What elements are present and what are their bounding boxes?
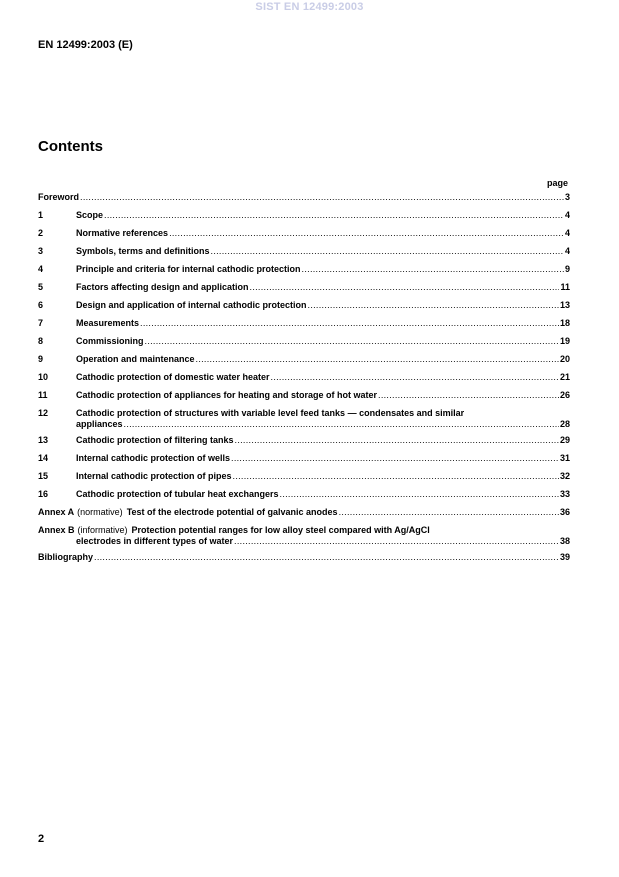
toc-number: 8 (38, 336, 44, 346)
dot-leader (378, 390, 559, 401)
toc-entry-clause-15[interactable] (38, 471, 570, 482)
toc-page: 31 (559, 453, 570, 463)
dot-leader (308, 300, 559, 311)
toc-entry-clause-1[interactable] (38, 210, 570, 221)
dot-leader (235, 435, 559, 446)
dot-leader (94, 552, 559, 563)
toc-title: Scope (76, 210, 104, 220)
dot-leader (302, 264, 564, 275)
toc-page: 38 (559, 536, 570, 546)
toc-page: 20 (559, 354, 570, 364)
toc-number: 14 (38, 453, 49, 463)
toc-entry-clause-7[interactable] (38, 318, 570, 329)
toc-entry-clause-12[interactable] (38, 408, 570, 430)
toc-page: 19 (559, 336, 570, 346)
toc-number: 13 (38, 435, 49, 445)
dot-leader (280, 489, 559, 500)
toc-page: 4 (564, 210, 570, 220)
toc-page: 39 (559, 552, 570, 562)
toc-entry-clause-8[interactable] (38, 336, 570, 347)
toc-title: Test of the electrode potential of galvanic anodes (126, 507, 338, 517)
toc-title: Design and application of internal cathodic protection (76, 300, 307, 310)
dot-leader (231, 453, 559, 464)
toc-title-line1: Cathodic protection of structures with variable level feed tanks — condensates and similar (76, 408, 465, 418)
toc-title: Symbols, terms and definitions (76, 246, 210, 256)
toc-number: 10 (38, 372, 49, 382)
toc-page: 36 (559, 507, 570, 517)
document-id: EN 12499:2003 (E) (38, 39, 133, 51)
toc-number: 5 (38, 282, 44, 292)
toc-entry-bibliography[interactable] (38, 552, 570, 563)
dot-leader (271, 372, 559, 383)
toc-entry-clause-13[interactable] (38, 435, 570, 446)
toc-page: 28 (559, 419, 570, 429)
annex-type: (normative) (77, 507, 123, 517)
toc-title-line1: Protection potential ranges for low alloy steel compared with Ag/AgCl (131, 525, 430, 535)
toc-entry-foreword[interactable] (38, 192, 570, 203)
toc-title-line2: electrodes in different types of water (76, 536, 234, 546)
toc-title: Cathodic protection of tubular heat exchangers (76, 489, 279, 499)
toc-number: 1 (38, 210, 44, 220)
toc-title: Bibliography (38, 552, 94, 562)
toc-entry-clause-4[interactable] (38, 264, 570, 275)
toc-page: 4 (564, 228, 570, 238)
toc-number: 7 (38, 318, 44, 328)
dot-leader (124, 419, 559, 430)
toc-page: 32 (559, 471, 570, 481)
annex-label: Annex B (38, 525, 75, 535)
dot-leader (104, 210, 564, 221)
toc-page: 3 (564, 192, 570, 202)
dot-leader (80, 192, 564, 203)
page-number: 2 (38, 833, 45, 845)
toc-page: 11 (560, 282, 570, 292)
toc-entry-annex-b[interactable] (38, 525, 570, 547)
dot-leader (339, 507, 559, 518)
toc-page: 21 (559, 372, 570, 382)
toc-title: Operation and maintenance (76, 354, 195, 364)
toc-page: 18 (559, 318, 570, 328)
toc-page: 29 (559, 435, 570, 445)
toc-title: Cathodic protection of domestic water heater (76, 372, 270, 382)
toc-page: 26 (559, 390, 570, 400)
toc-page: 33 (559, 489, 570, 499)
toc-title: Internal cathodic protection of pipes (76, 471, 232, 481)
watermark: SIST EN 12499:2003 (255, 1, 364, 13)
toc-title: Internal cathodic protection of wells (76, 453, 231, 463)
toc-entry-clause-6[interactable] (38, 300, 570, 311)
toc-page: 9 (564, 264, 570, 274)
toc-number: 16 (38, 489, 49, 499)
dot-leader (234, 536, 559, 547)
toc-entry-clause-9[interactable] (38, 354, 570, 365)
dot-leader (250, 282, 560, 293)
toc-title: Commissioning (76, 336, 144, 346)
toc-entry-annex-a[interactable] (38, 507, 570, 518)
toc-entry-clause-5[interactable] (38, 282, 570, 293)
toc-number: 11 (38, 390, 48, 400)
toc-page: 4 (564, 246, 570, 256)
toc-title: Principle and criteria for internal cathodic protection (76, 264, 301, 274)
toc-entry-clause-2[interactable] (38, 228, 570, 239)
toc-number: 2 (38, 228, 44, 238)
toc-title: Foreword (38, 192, 80, 202)
toc-number: 3 (38, 246, 44, 256)
toc-entry-clause-10[interactable] (38, 372, 570, 383)
dot-leader (169, 228, 564, 239)
toc-title: Factors affecting design and application (76, 282, 249, 292)
toc-title: Cathodic protection of appliances for heating and storage of hot water (76, 390, 378, 400)
table-of-contents (38, 192, 570, 570)
toc-page: 13 (559, 300, 570, 310)
annex-label: Annex A (38, 507, 75, 517)
toc-entry-clause-16[interactable] (38, 489, 570, 500)
toc-title: Cathodic protection of filtering tanks (76, 435, 234, 445)
dot-leader (196, 354, 559, 365)
dot-leader (145, 336, 559, 347)
toc-number: 6 (38, 300, 44, 310)
toc-number: 9 (38, 354, 44, 364)
toc-title: Normative references (76, 228, 169, 238)
toc-number: 15 (38, 471, 49, 481)
annex-type: (informative) (77, 525, 128, 535)
toc-number: 12 (38, 408, 49, 418)
toc-entry-clause-14[interactable] (38, 453, 570, 464)
toc-title: Measurements (76, 318, 140, 328)
toc-entry-clause-11[interactable] (38, 390, 570, 401)
dot-leader (211, 246, 564, 257)
toc-entry-clause-3[interactable] (38, 246, 570, 257)
toc-number: 4 (38, 264, 44, 274)
dot-leader (233, 471, 559, 482)
contents-heading: Contents (38, 138, 103, 155)
dot-leader (140, 318, 559, 329)
toc-title-line2: appliances (76, 419, 123, 429)
page-column-label: page (546, 178, 568, 188)
